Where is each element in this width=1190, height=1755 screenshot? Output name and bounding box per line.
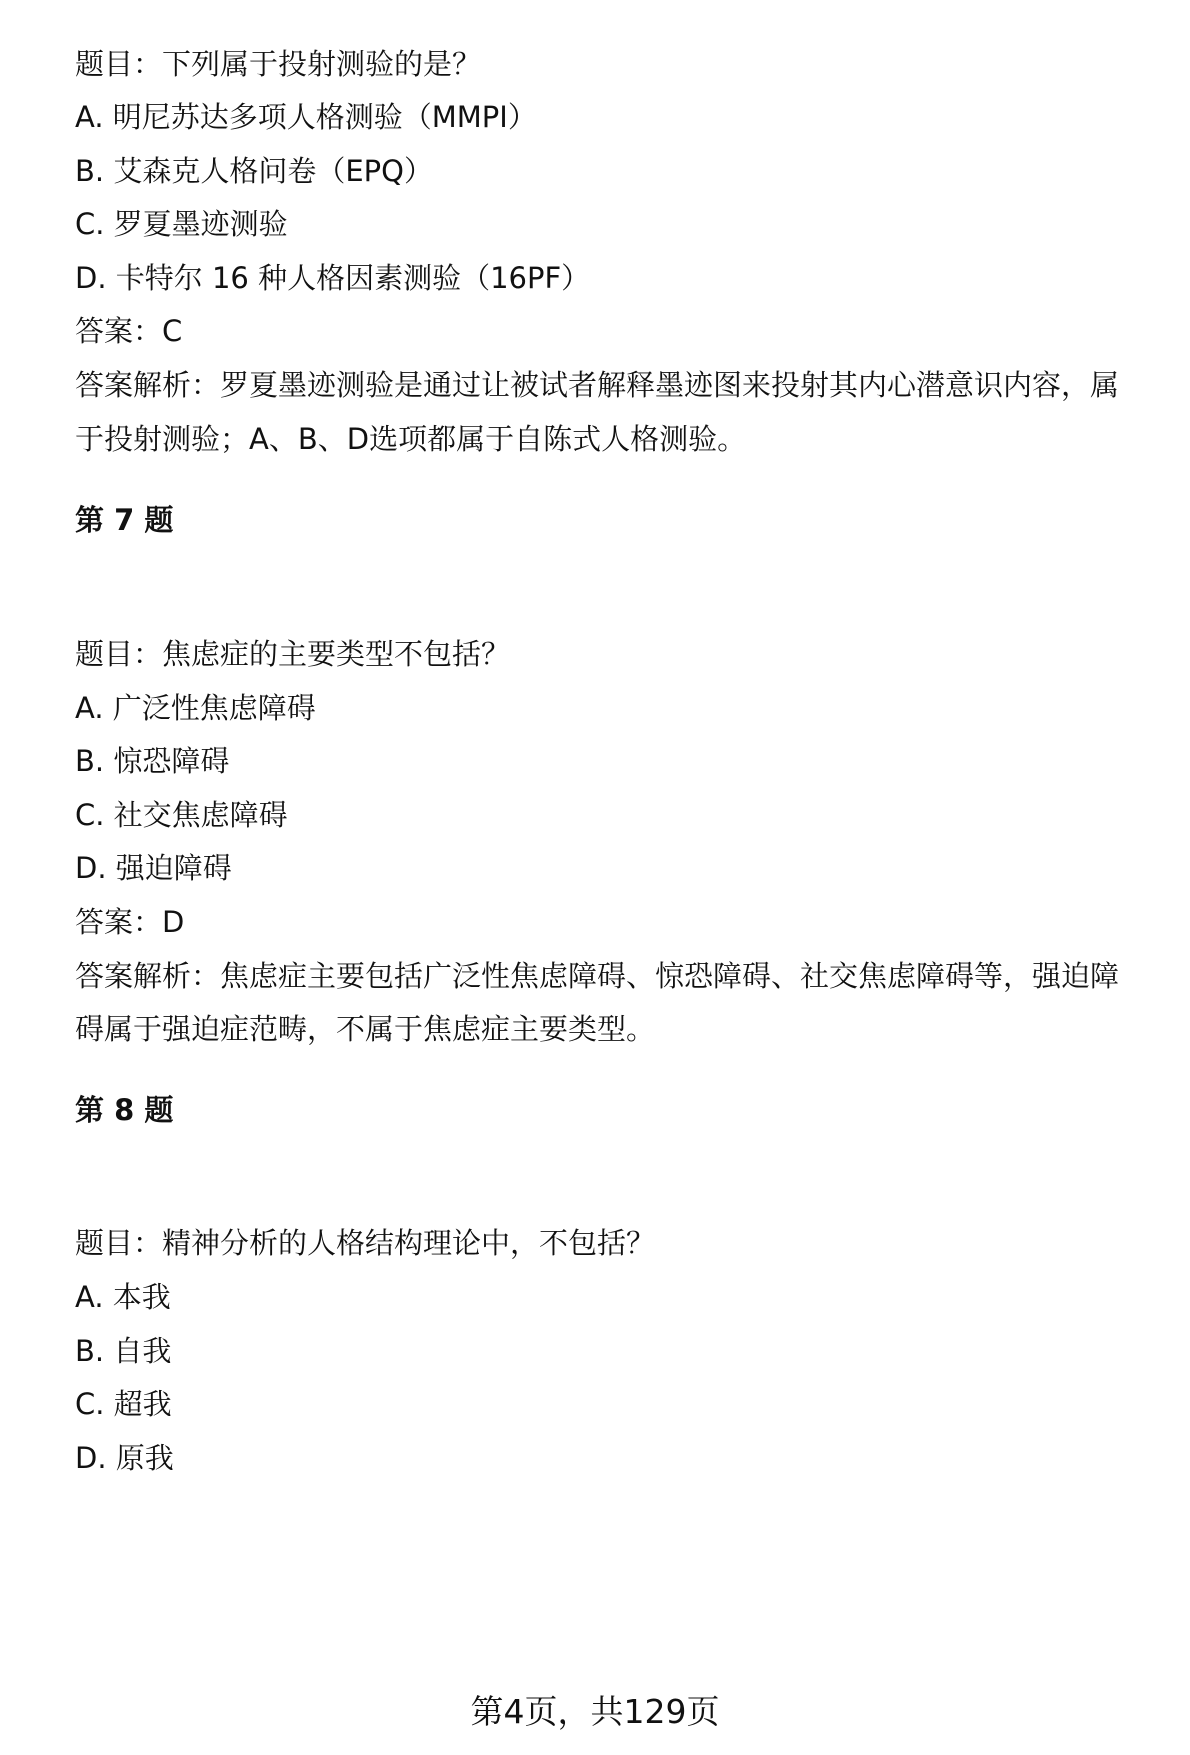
q7-option-d: D. 强迫障碍 [75,851,232,885]
q6-option-a: A. 明尼苏达多项人格测验（MMPI） [75,100,537,134]
q7-option-c: C. 社交焦虑障碍 [75,798,288,832]
q6-option-c: C. 罗夏墨迹测验 [75,207,288,241]
q7-option-a: A. 广泛性焦虑障碍 [75,691,316,725]
q8-stem: 题目：精神分析的人格结构理论中，不包括？ [75,1226,656,1260]
q7-analysis-line-2: 碍属于强迫症范畴，不属于焦虑症主要类型。 [75,1012,656,1046]
q8-option-b: B. 自我 [75,1334,172,1368]
q8-option-d: D. 原我 [75,1441,174,1475]
q6-option-b: B. 艾森克人格问卷（EPQ） [75,154,433,188]
q6-analysis-line-1: 答案解析：罗夏墨迹测验是通过让被试者解释墨迹图来投射其内心潜意识内容，属 [75,368,1120,402]
q7-answer: 答案：D [75,905,185,939]
q6-stem: 题目：下列属于投射测验的是？ [75,47,482,81]
q7-stem: 题目：焦虑症的主要类型不包括？ [75,637,511,671]
page-number-footer: 第4页，共129页 [470,1692,720,1731]
q8-heading: 第 8 题 [75,1093,174,1127]
q8-option-a: A. 本我 [75,1280,171,1314]
q6-analysis-line-2: 于投射测验；A、B、D选项都属于自陈式人格测验。 [75,422,747,456]
q7-heading: 第 7 题 [75,503,174,537]
q7-option-b: B. 惊恐障碍 [75,744,230,778]
q8-option-c: C. 超我 [75,1387,172,1421]
q7-analysis-line-1: 答案解析：焦虑症主要包括广泛性焦虑障碍、惊恐障碍、社交焦虑障碍等，强迫障 [75,959,1120,993]
q6-answer: 答案：C [75,314,183,348]
q6-option-d: D. 卡特尔 16 种人格因素测验（16PF） [75,261,591,295]
